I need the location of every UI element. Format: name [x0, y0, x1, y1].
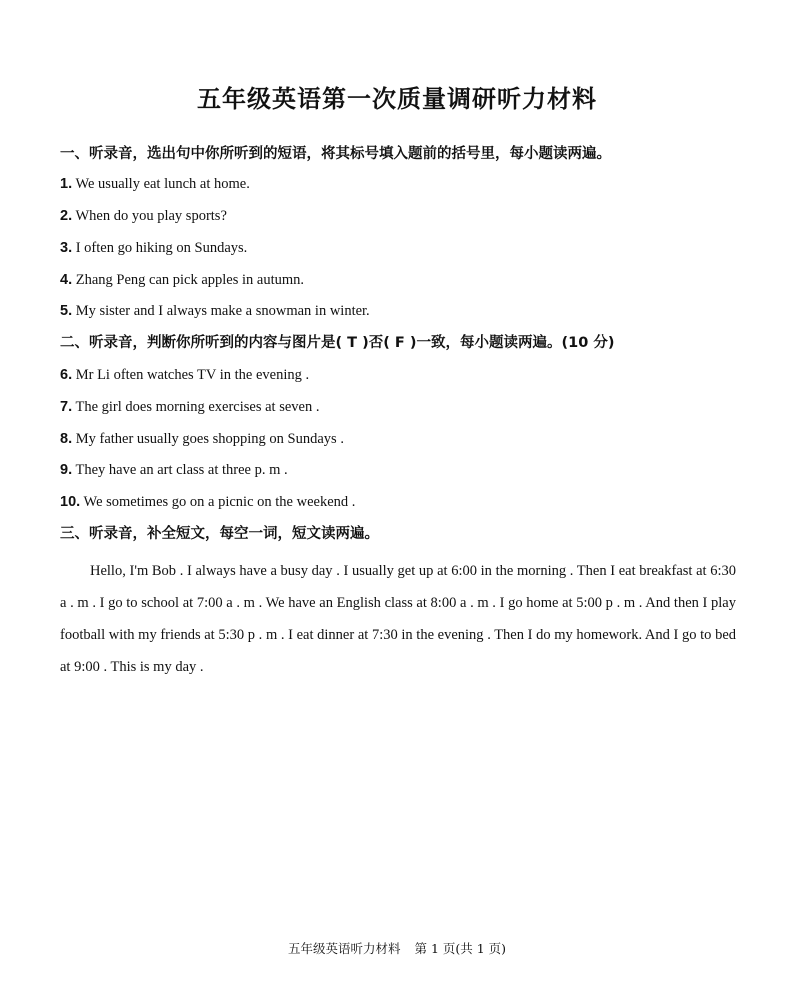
list-item [60, 397, 319, 417]
list-item [60, 429, 344, 449]
item-number: 6. [60, 367, 73, 383]
list-item [60, 270, 304, 290]
section-2-heading: 二、听录音，判断你所听到的内容与图片是( T )否( F )一致，每小题读两遍。(10 分) [60, 335, 615, 351]
list-item [60, 238, 247, 258]
listening-passage: Hello, I'm Bob . I always have a busy day . I usually get up at 6:00 in the morning . Then I eat breakfast at 6:30 a . m . I go to school at 7:00 a . m . We have an English class at 8:00 a . m . I go home at 5:00 p . m . And then I play football with my friends at 5:30 p . m . I eat dinner at 7:30 in the evening . Then I do my homework. And I go to bed at 9:00 . This is my day . [60, 563, 736, 675]
item-text: When do you play sports? [75, 208, 227, 224]
item-text: My sister and I always make a snowman in winter. [75, 303, 370, 319]
item-text: We sometimes go on a picnic on the weekend . [83, 494, 356, 510]
section-3-heading: 三、听录音，补全短文，每空一词，短文读两遍。 [60, 526, 379, 542]
item-number: 5. [60, 303, 73, 319]
item-text: Mr Li often watches TV in the evening . [75, 367, 310, 383]
item-text: My father usually goes shopping on Sundays . [75, 431, 344, 447]
item-text: I often go hiking on Sundays. [75, 240, 248, 256]
item-number: 2. [60, 208, 73, 224]
page-footer [0, 940, 794, 958]
page-title: 五年级英语第一次质量调研听力材料 [197, 84, 597, 113]
list-item [60, 301, 370, 321]
list-item [60, 492, 355, 512]
footer-doc-name: 五年级英语听力材料 [287, 941, 401, 956]
item-text: The girl does morning exercises at seven . [75, 399, 320, 415]
footer-page-info: 第 1 页(共 1 页) [414, 941, 507, 956]
item-number: 8. [60, 431, 73, 447]
list-item [60, 206, 227, 226]
item-number: 1. [60, 176, 73, 192]
item-number: 4. [60, 272, 73, 288]
item-number: 9. [60, 462, 73, 478]
item-number: 3. [60, 240, 73, 256]
item-number: 7. [60, 399, 73, 415]
list-item [60, 460, 288, 480]
section-1-heading: 一、听录音，选出句中你所听到的短语，将其标号填入题前的括号里，每小题读两遍。 [60, 146, 611, 162]
item-text: They have an art class at three p. m . [75, 462, 288, 478]
item-number: 10. [60, 494, 81, 510]
item-text: We usually eat lunch at home. [75, 176, 250, 192]
list-item [60, 365, 309, 385]
list-item [60, 174, 250, 194]
item-text: Zhang Peng can pick apples in autumn. [75, 272, 305, 288]
